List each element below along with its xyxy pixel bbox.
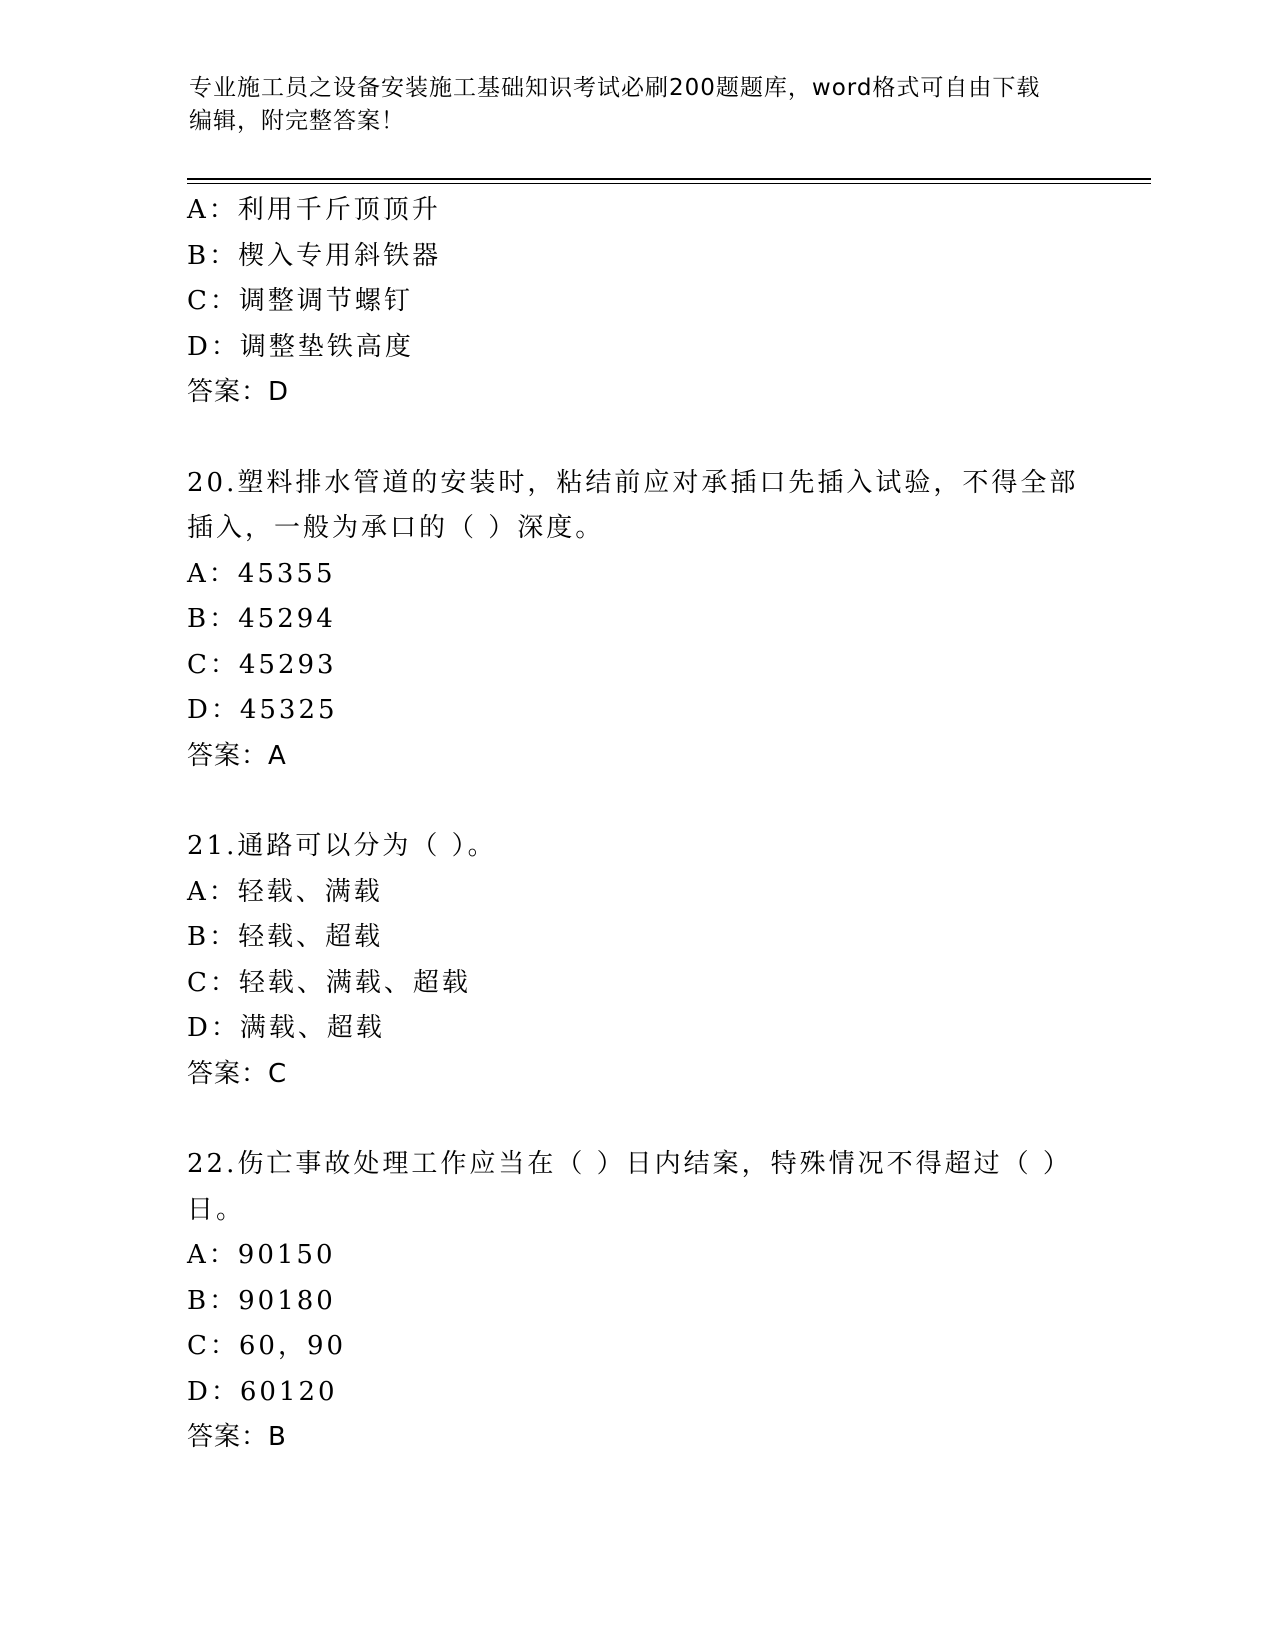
header-title-line-2: 编辑，附完整答案！ <box>189 108 405 134</box>
option-d: D：满载、超载 <box>187 1013 385 1043</box>
option-d: D：60120 <box>187 1376 338 1407</box>
answer-line: 答案：B <box>187 1422 287 1452</box>
question-21-block <box>187 824 1087 1097</box>
answer-line: 答案：C <box>187 1058 288 1089</box>
header-divider-thick <box>187 178 1151 180</box>
option-b: B：楔入专用斜铁器 <box>187 240 442 271</box>
option-b: B：90180 <box>187 1285 336 1316</box>
question-stem-line-2: 日。 <box>187 1194 246 1225</box>
option-a: A：45355 <box>187 558 336 589</box>
question-stem-line-1: 22.伤亡事故处理工作应当在（ ）日内结案，特殊情况不得超过（ ） <box>187 1149 1072 1179</box>
option-a: A：利用千斤顶顶升 <box>187 195 441 225</box>
question-stem-line-1: 21.通路可以分为（ ）。 <box>187 831 497 861</box>
question-20-block <box>187 461 1087 780</box>
answer-line: 答案：A <box>187 740 287 771</box>
option-a: A：轻载、满载 <box>187 876 383 907</box>
question-stem-line-2: 插入，一般为承口的（ ）深度。 <box>187 513 605 543</box>
option-c: C：60，90 <box>187 1331 347 1361</box>
spacer <box>187 416 1087 461</box>
option-d: D：调整垫铁高度 <box>187 331 414 362</box>
question-list <box>187 188 1087 1461</box>
question-22-block <box>187 1142 1087 1461</box>
option-c: C：调整调节螺钉 <box>187 286 413 316</box>
header-divider-thin <box>187 183 1151 184</box>
spacer <box>187 779 1087 824</box>
option-b: B：45294 <box>187 604 336 634</box>
option-c: C：轻载、满载、超载 <box>187 967 471 998</box>
option-d: D：45325 <box>187 695 338 725</box>
option-c: C：45293 <box>187 649 337 680</box>
option-b: B：轻载、超载 <box>187 922 384 952</box>
header-title-line-1: 专业施工员之设备安装施工基础知识考试必刷200题题库，word格式可自由下载 <box>189 75 1041 101</box>
spacer <box>187 1097 1087 1142</box>
question-19-block <box>187 188 1087 416</box>
question-stem-line-1: 20.塑料排水管道的安装时，粘结前应对承插口先插入试验，不得全部 <box>187 467 1079 498</box>
option-a: A：90150 <box>187 1240 336 1270</box>
document-header <box>189 72 1069 138</box>
answer-line: 答案：D <box>187 377 290 407</box>
